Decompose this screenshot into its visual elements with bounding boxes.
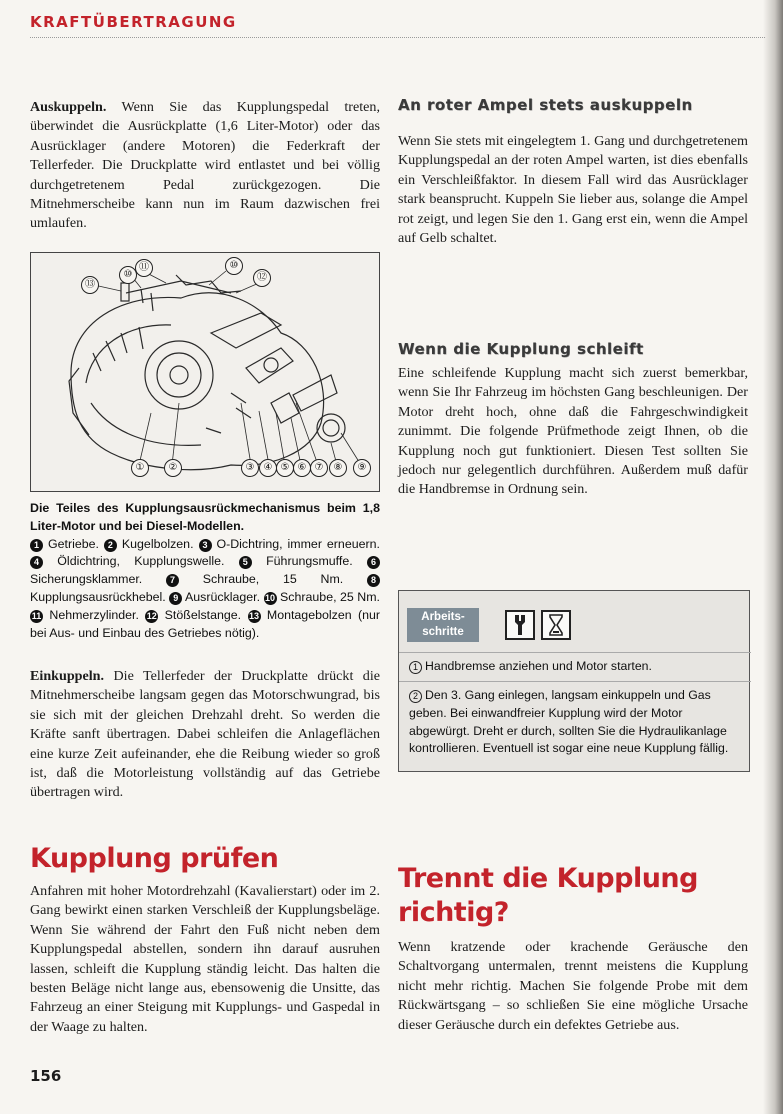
clutch-mechanism-figure (30, 252, 380, 492)
caption-part: Führungsmuffe. (266, 554, 353, 569)
heading-schleift-wrap (398, 340, 748, 358)
figure-caption (30, 500, 380, 642)
caption-part: Ausrücklager. (185, 589, 261, 604)
caption-num: 3 (199, 539, 212, 552)
callout-9: ⑨ (353, 459, 371, 477)
label-line-1: Arbeits- (421, 611, 465, 623)
divider (399, 681, 751, 682)
caption-num: 5 (239, 556, 252, 569)
callout-3: ③ (241, 459, 259, 477)
callout-13: ⑬ (81, 276, 99, 294)
caption-num: 13 (248, 610, 259, 621)
caption-num: 1 (30, 539, 43, 552)
paragraph-pruefen (30, 882, 380, 1037)
heading-ampel: An roter Ampel stets auskuppeln (398, 96, 693, 114)
caption-num: 10 (265, 592, 276, 603)
text-auskuppeln: Wenn Sie das Kupplungspedal treten, überwindet die Ausrückplatte (1,6 Liter-Motor) oder das Ausrücklager (andere Motoren) die Federkraft der Tellerfeder. Die Druckplatte wird entlastet und bei völlig durchgetretenem Pedal zurückgezogen. Die Mitnehmerscheibe kann nun im Raum dazwischen frei umlaufen. (30, 99, 380, 232)
section-title: KRAFTÜBERTRAGUNG (30, 13, 237, 31)
callout-5: ⑤ (276, 459, 294, 477)
text-schleift: Eine schleifende Kupplung macht sich zuerst bemerkbar, wenn Sie Ihr Fahrzeug im höchsten Gang beschleunigen. Der Motor dreht hoch, ohne daß die Fahrgeschwindigkeit zunimmt. Die folgende Prüfmethode zeigt Ihnen, ob die Kupplung noch gut funktioniert. Diesen Test sollten Sie jedoch nur gelegentlich durchführen. Außerdem muß dafür die Handbremse in Ordnung sein. (398, 365, 748, 498)
callout-6: ⑥ (293, 459, 311, 477)
page-edge-shadow (763, 0, 783, 1114)
callout-12: ⑫ (253, 269, 271, 287)
step-1-number: 1 (409, 661, 422, 674)
arbeitsschritte-box (398, 590, 750, 772)
paragraph-schleift (398, 364, 748, 500)
wrench-icon (505, 610, 535, 640)
heading-trennt-wrap (398, 862, 698, 930)
callout-7: ⑦ (310, 459, 328, 477)
hourglass-icon (541, 610, 571, 640)
caption-part: Schraube, 25 Nm. (280, 589, 380, 604)
paragraph-ampel (398, 132, 748, 248)
caption-part: Kugelbolzen. (121, 536, 194, 551)
callout-1: ① (131, 459, 149, 477)
caption-num: 4 (30, 556, 43, 569)
heading-kupplung-pruefen-wrap (30, 842, 380, 876)
step-2 (409, 687, 744, 758)
caption-num: 8 (367, 574, 380, 587)
heading-kupplung-pruefen: Kupplung prüfen (30, 843, 279, 874)
caption-num: 2 (104, 539, 117, 552)
callout-11: ⑪ (135, 259, 153, 277)
callout-10b: ⑩ (225, 257, 243, 275)
caption-part: Sicherungsklammer. (30, 572, 143, 587)
text-einkuppeln: Die Tellerfeder der Druckplatte drückt die Mitnehmerscheibe langsam gegen das Motorschwungrad, bis sie sich mit der gleichen Drehzahl dreht. So werden die Kräfte sanft übertragen. Dabei schleifen die Anlageflächen eine kurze Zeit aufeinander, ehe die Reibung wieder so groß ist, daß die Motorleistung vollständig auf das Getriebe übertragen wird. (30, 668, 380, 801)
lead-auskuppeln: Auskuppeln. (30, 99, 107, 115)
paragraph-einkuppeln (30, 667, 380, 803)
divider (399, 652, 751, 653)
caption-part: Öldichtring, Kupplungswelle. (57, 554, 225, 569)
callout-10a: ⑩ (119, 266, 137, 284)
caption-num: 12 (146, 610, 157, 621)
page-header (30, 8, 765, 38)
caption-part: Schraube, 15 Nm. (202, 572, 344, 587)
step-2-number: 2 (409, 690, 422, 703)
page-number: 156 (30, 1067, 62, 1085)
heading-ampel-wrap (398, 96, 748, 114)
caption-part: Stößelstange. (164, 607, 242, 622)
label-line-2: schritte (422, 626, 464, 638)
lead-einkuppeln: Einkuppeln. (30, 668, 105, 684)
caption-title: Die Teiles des Kupplungsausrückmechanismus beim 1,8 Liter-Motor und bei Diesel-Modellen. (30, 501, 380, 533)
heading-trennt: Trennt die Kupplung richtig? (398, 863, 698, 928)
callout-2: ② (164, 459, 182, 477)
caption-part: Kupplungsausrückhebel. (30, 589, 166, 604)
paragraph-auskuppeln (30, 98, 380, 234)
paragraph-trennt (398, 938, 748, 1035)
caption-part: O-Dichtring, immer erneuern. (216, 536, 380, 551)
text-trennt: Wenn kratzende oder krachende Geräusche den Schaltvorgang untermalen, trennt meistens die Kupplung nicht mehr richtig. Machen Sie folgende Probe mit dem Rückwärtsgang – so schließen Sie eine mögliche Ursache dieser Geräusche durch ein defektes Getriebe aus. (398, 939, 748, 1033)
callout-8: ⑧ (329, 459, 347, 477)
caption-num: 11 (31, 610, 42, 621)
caption-num: 9 (169, 592, 182, 605)
caption-num: 6 (367, 556, 380, 569)
step-2-text: Den 3. Gang einlegen, langsam einkuppeln und Gas geben. Bei einwandfreier Kupplung wird der Motor abgewürgt. Dreht er durch, sollten Sie die Hydraulikanlage kontrollieren. Eventuell ist sogar eine neue Kupplung fällig. (409, 688, 729, 756)
caption-part: Montagebolzen (nur bei Aus- und Einbau des Getriebes nötig). (30, 607, 381, 640)
caption-num: 7 (166, 574, 179, 587)
heading-schleift: Wenn die Kupplung schleift (398, 340, 644, 358)
caption-part: Nehmerzylinder. (49, 607, 139, 622)
step-1 (409, 658, 744, 676)
callout-4: ④ (259, 459, 277, 477)
text-ampel: Wenn Sie stets mit eingelegtem 1. Gang und durchgetretenem Kupplungspedal an der roten Ampel warten, ist dies ebenfalls ein Verschleißfaktor. In diesem Fall wird das Ausrücklager stark beansprucht. Kuppeln Sie lieber aus, solange die Ampel rot zeigt, und legen Sie den 1. Gang erst ein, wenn die Ampel auf Gelb schaltet. (398, 133, 748, 247)
caption-part: Getriebe. (47, 536, 99, 551)
arbeitsschritte-label (407, 608, 479, 642)
text-pruefen: Anfahren mit hoher Motordrehzahl (Kavalierstart) oder im 2. Gang bewirkt einen starken Verschleiß der Kupplungsbeläge. Wenn Sie während der Fahrt den Fuß nicht neben dem Kupplungspedal abstellen, sondern ihn darauf ausruhen lassen, schleift die Kupplung ständig leicht. Das halten die besten Beläge nicht lange aus, ebensowenig die Unsitte, das Fahrzeug an einer Steigung mit Kupplungs- und Gaspedal in der Waage zu halten. (30, 883, 380, 1035)
step-1-text: Handbremse anziehen und Motor starten. (425, 659, 652, 673)
